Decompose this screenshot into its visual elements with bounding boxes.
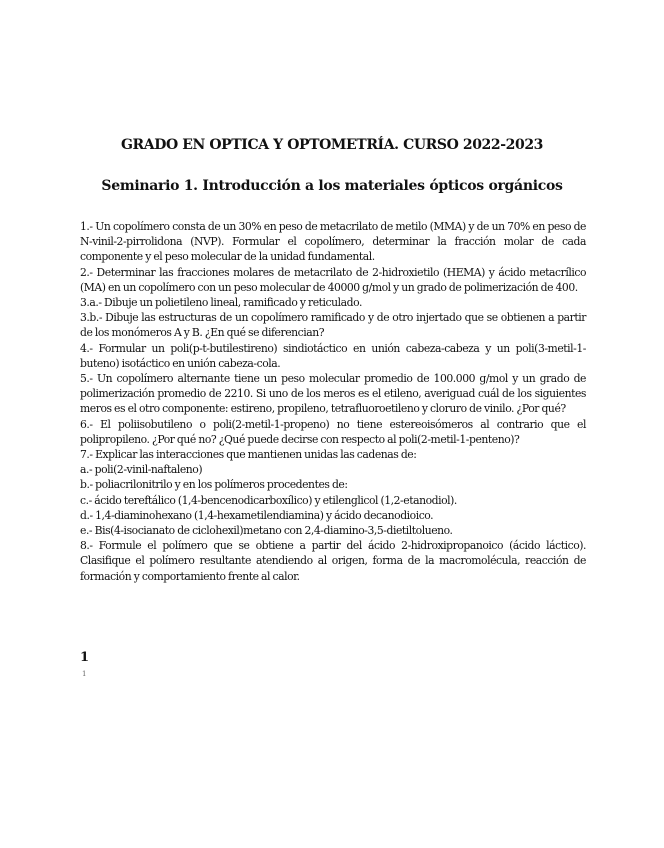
exercise-item-7c: c.- ácido tereftálico (1,4-bencenodicarboxílico) y etilenglicol (1,2-etanodiol). <box>80 493 457 507</box>
exercise-item-2: 2.- Determinar las fracciones molares de metacrilato de 2-hidroxietilo (HEMA) y ácido metacrílico (MA) en un copolímero con un peso molecular de 40000 g/mol y un grado de polimerización de 400. <box>80 265 586 294</box>
page-number: 1 <box>80 650 90 665</box>
exercise-item-7b: b.- poliacrilonitrilo y en los polímeros procedentes de: <box>80 478 348 492</box>
exercise-item-1: 1.- Un copolímero consta de un 30% en peso de metacrilato de metilo (MMA) y de un 70% en peso de N-vinil-2-pirrolidona (NVP). Formular el copolímero, determinar la fracción molar de cada componente y el peso molecular de la unidad fundamental. <box>80 220 586 264</box>
footer-mark: 1 <box>82 670 87 678</box>
exercise-item-3b: 3.b.- Dibuje las estructuras de un copolímero ramificado y de otro injertado que se obtienen a partir de los monómeros A y B. ¿En qué se diferencian? <box>80 311 586 340</box>
exercise-item-4: 4.- Formular un poli(p-t-butilestireno) sindiotáctico en unión cabeza-cabeza y un poli(3-metil-1-buteno) isotáctico en unión cabeza-cola. <box>80 341 586 370</box>
exercise-item-7: 7.- Explicar las interacciones que mantienen unidas las cadenas de: <box>80 448 417 462</box>
exercise-item-7a: a.- poli(2-vinil-naftaleno) <box>80 463 203 477</box>
document-subtitle: Seminario 1. Introducción a los materiales ópticos orgánicos <box>101 178 563 194</box>
exercise-list <box>80 219 586 584</box>
exercise-item-7e: e.- Bis(4-isocianato de ciclohexil)metano con 2,4-diamino-3,5-dietiltolueno. <box>80 524 453 538</box>
document-title: GRADO EN OPTICA Y OPTOMETRÍA. CURSO 2022-2023 <box>120 137 544 153</box>
exercise-item-3a: 3.a.- Dibuje un polietileno lineal, ramificado y reticulado. <box>80 296 362 310</box>
exercise-item-6: 6.- El poliisobutileno o poli(2-metil-1-propeno) no tiene estereoisómeros al contrario que el polipropileno. ¿Por qué no? ¿Qué puede decirse con respecto al poli(2-metil-1-penteno)? <box>80 417 586 446</box>
exercise-item-7d: d.- 1,4-diaminohexano (1,4-hexametilendiamina) y ácido decanodioico. <box>80 508 434 522</box>
exercise-item-8: 8.- Formule el polímero que se obtiene a partir del ácido 2-hidroxipropanoico (ácido láctico). Clasifique el polímero resultante atendiendo al origen, forma de la macromolécula, reacción de formación y comportamiento frente al calor. <box>80 539 586 583</box>
exercise-item-5: 5.- Un copolímero alternante tiene un peso molecular promedio de 100.000 g/mol y un grado de polimerización promedio de 2210. Si uno de los meros es el etileno, averiguad cuál de los siguientes meros es el otro componente: estireno, propileno, tetrafluoroetileno y cloruro de vinilo. ¿Por qué? <box>80 372 586 416</box>
